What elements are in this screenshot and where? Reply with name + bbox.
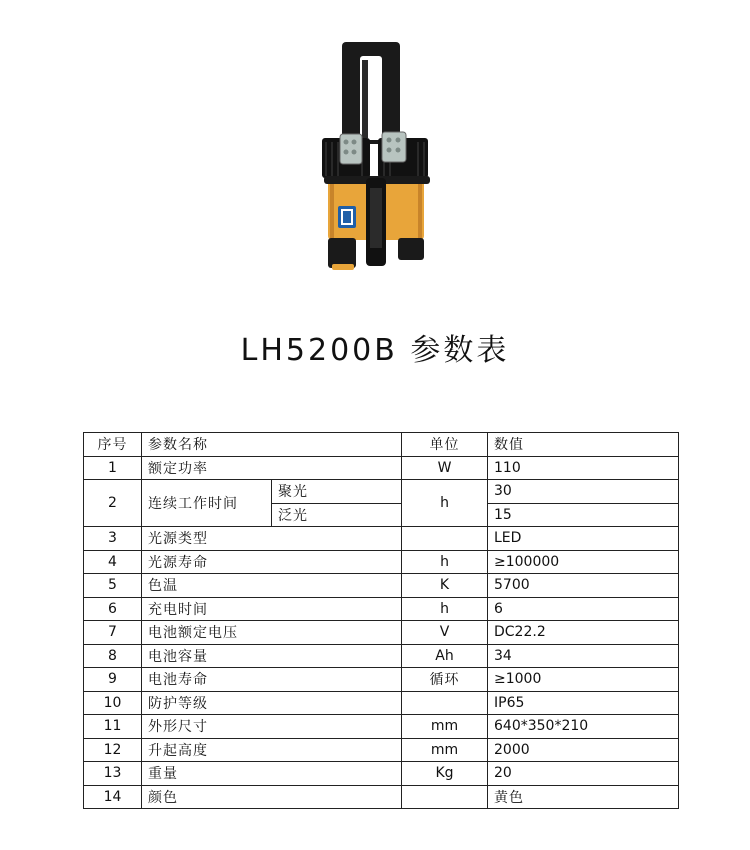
row-number: 9 [84, 668, 142, 692]
row-value: 640*350*210 [488, 715, 679, 739]
table-row [84, 715, 679, 739]
row-unit: Ah [402, 644, 488, 668]
row-number: 4 [84, 550, 142, 574]
row-name: 电池寿命 [142, 668, 402, 692]
row-number: 13 [84, 762, 142, 786]
row-number: 3 [84, 527, 142, 551]
table-row [84, 785, 679, 809]
table-row [84, 621, 679, 645]
row-unit: K [402, 574, 488, 598]
row-unit [402, 527, 488, 551]
row-unit: mm [402, 715, 488, 739]
row-unit: h [402, 550, 488, 574]
header-index: 序号 [84, 433, 142, 457]
table-row [84, 550, 679, 574]
row-number: 6 [84, 597, 142, 621]
row-unit: 循环 [402, 668, 488, 692]
header-unit: 单位 [402, 433, 488, 457]
row-name: 光源寿命 [142, 550, 402, 574]
parameter-table [83, 432, 679, 809]
row-name: 外形尺寸 [142, 715, 402, 739]
row-name: 重量 [142, 762, 402, 786]
row-value: 110 [488, 456, 679, 480]
table-row [84, 597, 679, 621]
row-unit: h [402, 480, 488, 527]
row-name: 充电时间 [142, 597, 402, 621]
row-value: ≥100000 [488, 550, 679, 574]
row-unit: V [402, 621, 488, 645]
table-header-row [84, 433, 679, 457]
row-name: 电池容量 [142, 644, 402, 668]
row-value: 34 [488, 644, 679, 668]
row-name: 连续工作时间 [142, 480, 272, 527]
row-value: 5700 [488, 574, 679, 598]
row-number: 2 [84, 480, 142, 527]
row-number: 10 [84, 691, 142, 715]
row-value: 15 [488, 503, 679, 527]
header-value: 数值 [488, 433, 679, 457]
row-unit: Kg [402, 762, 488, 786]
row-subname: 泛光 [272, 503, 402, 527]
row-value: 黄色 [488, 785, 679, 809]
row-value: 30 [488, 480, 679, 504]
row-subname: 聚光 [272, 480, 402, 504]
table-row [84, 644, 679, 668]
row-value: 20 [488, 762, 679, 786]
row-name: 升起高度 [142, 738, 402, 762]
row-value: ≥1000 [488, 668, 679, 692]
row-number: 7 [84, 621, 142, 645]
row-number: 8 [84, 644, 142, 668]
table-row [84, 738, 679, 762]
row-name: 防护等级 [142, 691, 402, 715]
row-value: 6 [488, 597, 679, 621]
row-number: 12 [84, 738, 142, 762]
table-row [84, 668, 679, 692]
page-title: LH5200B 参数表 [240, 333, 510, 368]
row-unit [402, 785, 488, 809]
row-unit: mm [402, 738, 488, 762]
row-unit: h [402, 597, 488, 621]
row-name: 色温 [142, 574, 402, 598]
row-value: LED [488, 527, 679, 551]
product-image [318, 38, 436, 278]
table-row [84, 574, 679, 598]
table-row [84, 480, 679, 504]
table-row [84, 456, 679, 480]
row-value: IP65 [488, 691, 679, 715]
table-row [84, 527, 679, 551]
row-number: 14 [84, 785, 142, 809]
row-number: 1 [84, 456, 142, 480]
row-number: 11 [84, 715, 142, 739]
row-name: 额定功率 [142, 456, 402, 480]
row-name: 颜色 [142, 785, 402, 809]
row-number: 5 [84, 574, 142, 598]
row-value: 2000 [488, 738, 679, 762]
row-unit [402, 691, 488, 715]
row-name: 光源类型 [142, 527, 402, 551]
table-row [84, 762, 679, 786]
row-name: 电池额定电压 [142, 621, 402, 645]
row-value: DC22.2 [488, 621, 679, 645]
table-row [84, 691, 679, 715]
row-unit: W [402, 456, 488, 480]
header-name: 参数名称 [142, 433, 402, 457]
